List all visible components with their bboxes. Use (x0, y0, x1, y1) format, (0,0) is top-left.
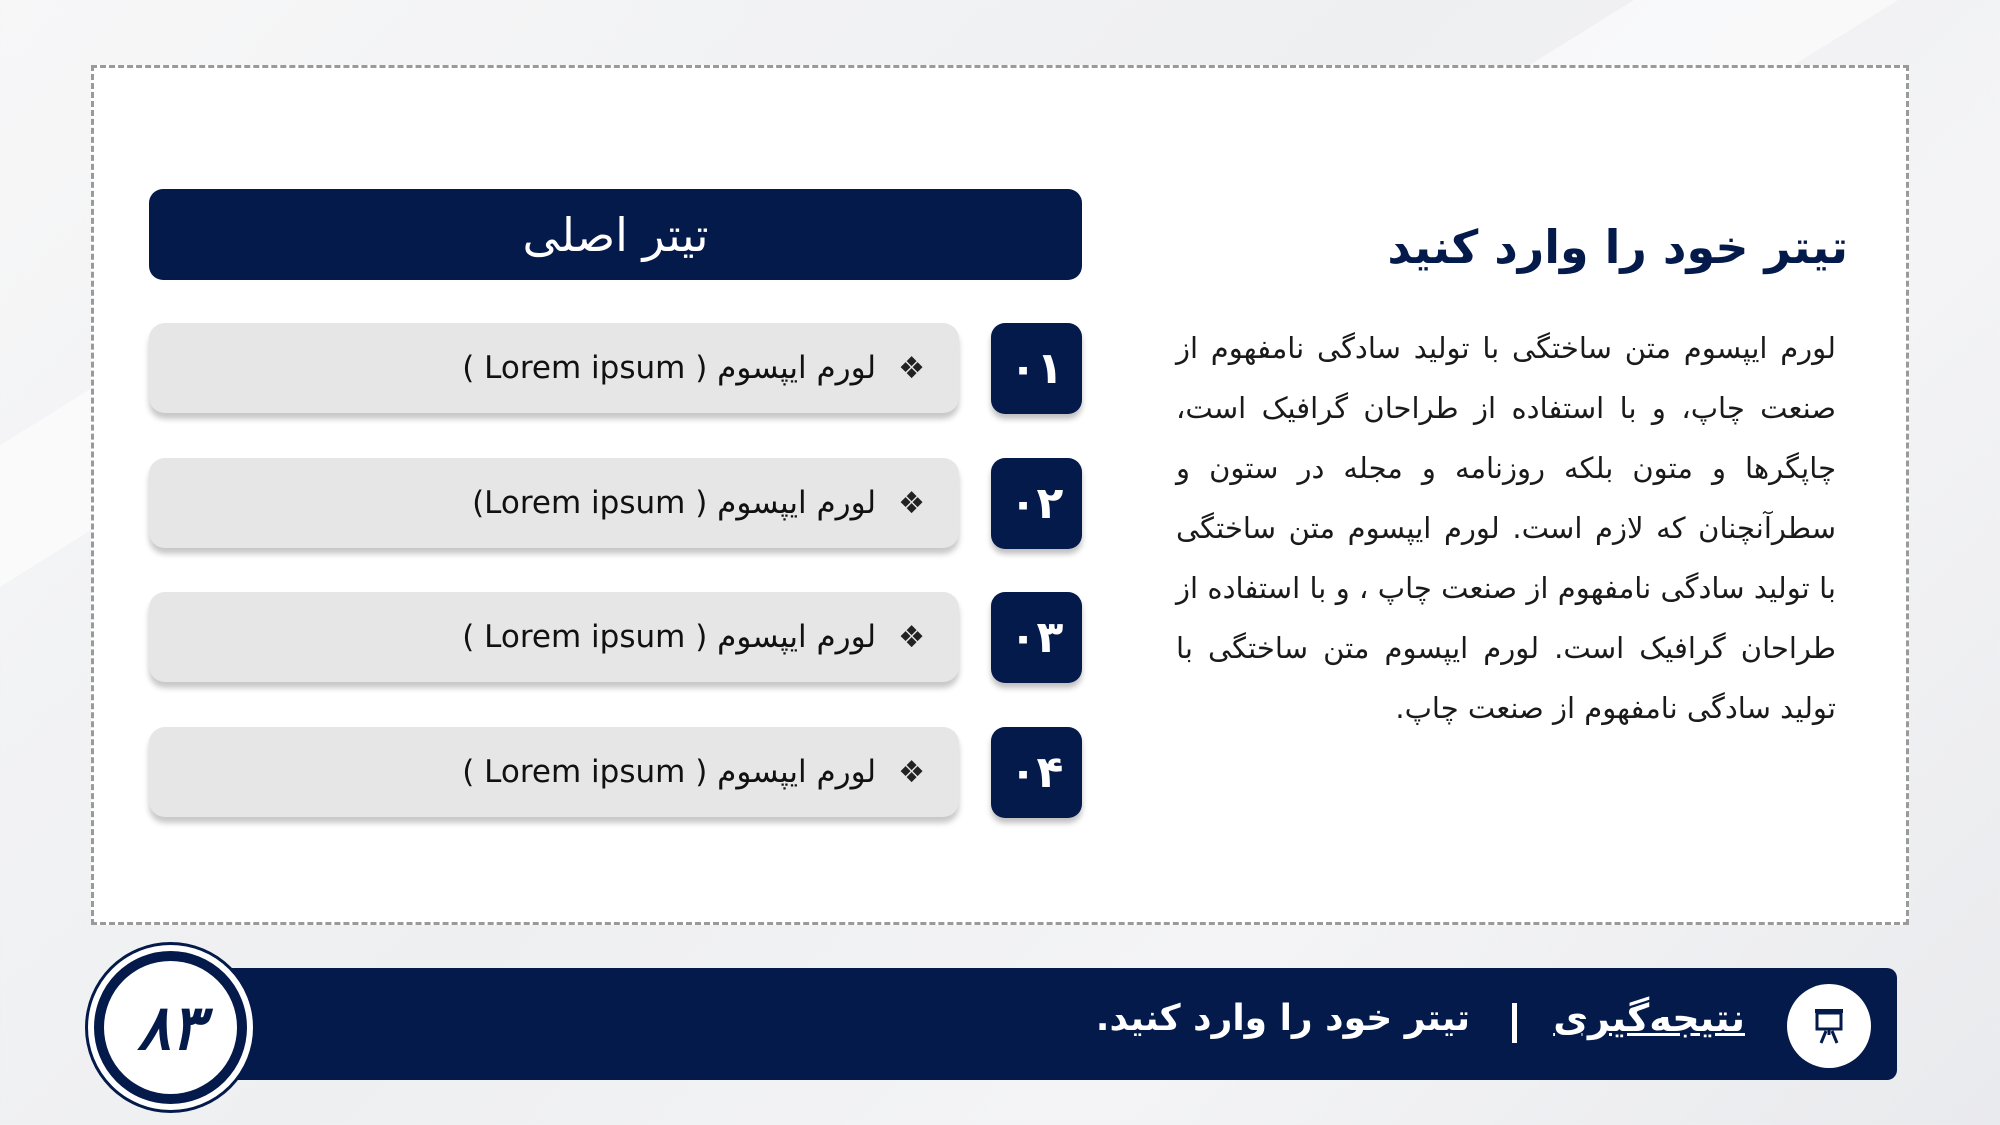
page-number-badge (88, 945, 253, 1110)
list-item-number (991, 592, 1082, 683)
diamond-bullet-icon: ❖ (898, 754, 925, 790)
list-item-number-text: ۰۲ (1009, 478, 1064, 529)
list-item-text: لورم ایپسوم ( Lorem ipsum ) (462, 619, 877, 655)
list-item-text: لورم ایپسوم ( Lorem ipsum) (472, 485, 877, 521)
body-paragraph: لورم ایپسوم متن ساختگی با تولید سادگی نامفهوم از صنعت چاپ، و با استفاده از طراحان گرافیک است، چاپگرها و متون بلکه روزنامه و مجله در ستون و سطرآنچنان که لازم است. لورم ایپسوم متن ساختگی با تولید سادگی نامفهوم از صنعت چاپ ، و با استفاده از طراحان گرافیک است. لورم ایپسوم متن ساختگی با تولید سادگی نامفهوم از صنعت چاپ. (1176, 331, 1836, 725)
main-title-text: تیتر اصلی (522, 207, 709, 262)
footer-title: تیتر خود را وارد کنید. (1095, 998, 1470, 1039)
footer-section-label: نتیجه‌گیری (1553, 996, 1745, 1040)
presentation-board-icon-svg (1806, 1003, 1852, 1049)
main-title-bar (149, 189, 1082, 280)
list-item-number-text: ۰۱ (1009, 343, 1064, 394)
list-item-number (991, 458, 1082, 549)
list-item-pill (149, 458, 959, 548)
list-item-pill (149, 323, 959, 413)
diamond-bullet-icon: ❖ (898, 485, 925, 521)
page-number-text: ۸۳ (104, 961, 237, 1094)
list-item-text: لورم ایپسوم ( Lorem ipsum ) (462, 754, 877, 790)
presentation-board-icon (1787, 984, 1871, 1068)
footer-divider (1512, 1003, 1517, 1043)
diamond-bullet-icon: ❖ (898, 619, 925, 655)
list-item-pill (149, 727, 959, 817)
list-item-number-text: ۰۴ (1009, 747, 1064, 798)
list-item-number-text: ۰۳ (1009, 612, 1064, 663)
list-item-pill (149, 592, 959, 682)
section-title: تیتر خود را وارد کنید (1387, 220, 1848, 274)
list-item-number (991, 727, 1082, 818)
diamond-bullet-icon: ❖ (898, 350, 925, 386)
list-item-number (991, 323, 1082, 414)
list-item-text: لورم ایپسوم ( Lorem ipsum ) (462, 350, 877, 386)
